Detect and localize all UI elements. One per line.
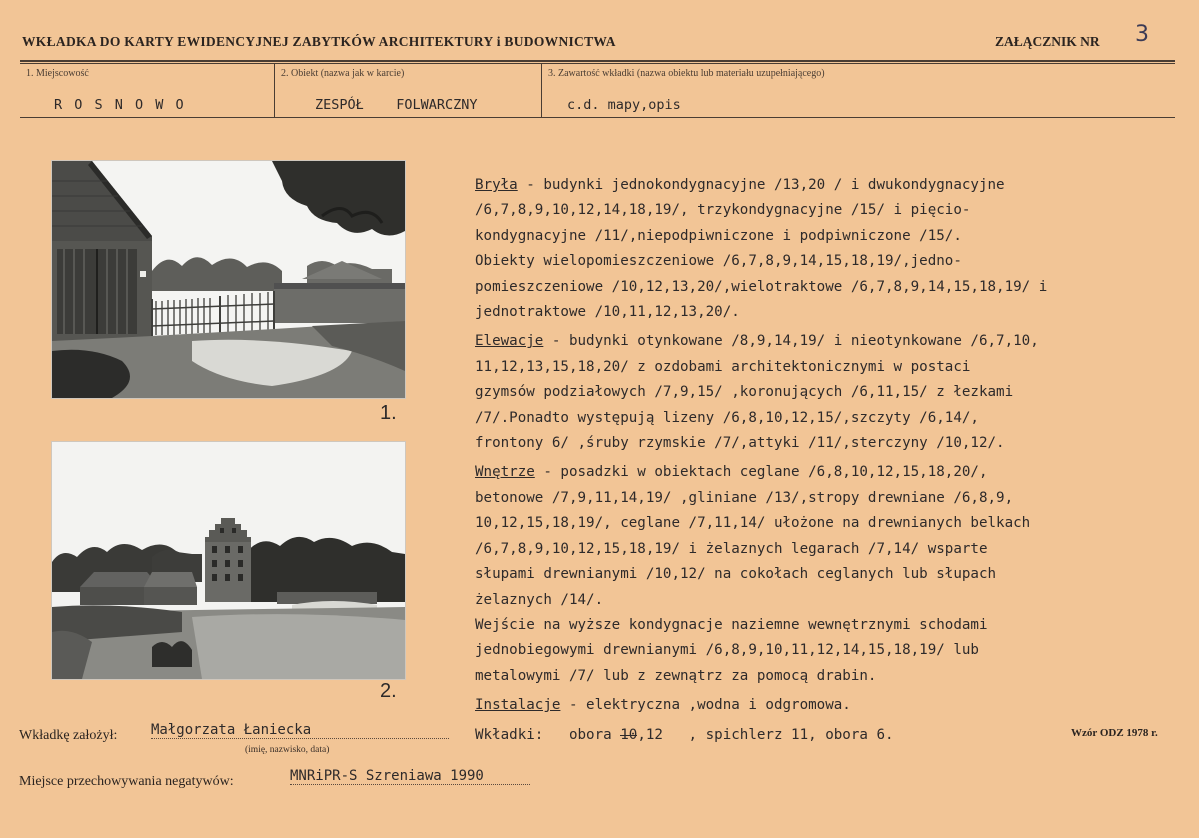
elewacje-line: gzymsów podziałowych /7,9,15/ ,koronujących /6,11,15/ z łezkami [475, 384, 1014, 401]
locality-value: R O S N O W O [54, 97, 186, 113]
founder-value: Małgorzata Łaniecka [151, 722, 449, 739]
object-value: ZESPÓŁ FOLWARCZNY [315, 97, 478, 113]
bryla-line: /6,7,8,9,10,12,14,18,19/, trzykondygnacyjne /15/ i pięcio- [475, 202, 971, 219]
wkladki-pre: obora [543, 726, 621, 743]
locality-label: 1. Miejscowość [26, 68, 89, 79]
section-elewacje [475, 329, 1175, 456]
wnetrze-line: słupami drewnianymi /10,12/ na cokołach ceglanych lub słupach [475, 566, 997, 583]
form-title: WKŁADKA DO KARTY EWIDENCYJNEJ ZABYTKÓW ARCHITEKTURY i BUDOWNICTWA [22, 34, 616, 49]
photo-2 [51, 441, 406, 680]
founder-hint: (imię, nazwisko, data) [245, 745, 330, 755]
content-value: c.d. mapy,opis [567, 97, 681, 113]
elewacje-line: - budynki otynkowane /8,9,14,19/ i nieotynkowane /6,7,10, [543, 333, 1039, 350]
storage-value: MNRiPR-S Szreniawa 1990 [290, 768, 530, 785]
wnetrze-line: metalowymi /7/ lub z zewnątrz za pomocą drabin. [475, 667, 877, 684]
instalacje-text: - elektryczna ,wodna i odgromowa. [560, 697, 851, 714]
bryla-line: - budynki jednokondygnacyjne /13,20 / i dwukondygnacyjne [517, 177, 1005, 193]
wnetrze-line: - posadzki w obiektach ceglane /6,8,10,12,15,18,20/, [534, 464, 988, 481]
header-rule-thin [20, 63, 1175, 64]
wnetrze-line: żelaznych /14/. [475, 591, 604, 608]
wkladki-struck-number: 10 [620, 726, 638, 743]
elewacje-line: /7/.Ponadto występują lizeny /6,8,10,12,15/,szczyty /6,14/, [475, 409, 979, 426]
photo-2-number: 2. [380, 680, 397, 702]
elewacje-line: frontony 6/ ,śruby rzymskie /7/,attyki /11/,sterczyny /10,12/. [475, 435, 1005, 452]
header-rule [20, 60, 1175, 62]
form-code: Wzór ODZ 1978 r. [1071, 727, 1158, 739]
annex-number: 3 [1135, 22, 1149, 47]
photo-1-number: 1. [380, 402, 397, 424]
wnetrze-line: betonowe /7,9,11,14,19/ ,gliniane /13/,stropy drewniane /6,8,9, [475, 489, 1014, 506]
annex-label: ZAŁĄCZNIK NR [995, 34, 1100, 49]
elewacje-heading: Elewacje [475, 333, 544, 350]
bryla-line: Obiekty wielopomieszczeniowe /6,7,8,9,14,15,18,19/,jedno- [475, 253, 962, 270]
wkladki-label: Wkładki: [475, 726, 544, 743]
photo-1 [51, 160, 406, 399]
object-label: 2. Obiekt (nazwa jak w karcie) [281, 68, 405, 79]
instalacje-heading: Instalacje [475, 697, 561, 714]
description [475, 173, 1175, 748]
photo-1-image [52, 161, 405, 398]
section-wkladki [475, 723, 1175, 748]
wnetrze-line: jednobiegowymi drewnianymi /6,8,9,10,11,12,14,15,18,19/ lub [475, 642, 979, 659]
field-divider-1 [274, 64, 275, 118]
elewacje-line: 11,12,13,15,18,20/ z ozdobami architektonicznymi w postaci [475, 358, 971, 375]
section-wnetrze [475, 460, 1175, 689]
photo-2-image [52, 442, 405, 679]
bryla-line: kondygnacyjne /11/,niepodpiwniczone i podpiwniczone /15/. [475, 227, 962, 244]
field-divider-2 [541, 64, 542, 118]
section-bryla [475, 173, 1175, 325]
founder-label: Wkładkę założył: [19, 728, 118, 743]
bryla-heading: Bryła [475, 177, 518, 193]
bryla-line: pomieszczeniowe /10,12,13,20/,wielotraktowe /6,7,8,9,14,15,18,19/ i [475, 278, 1048, 295]
content-label: 3. Zawartość wkładki (nazwa obiektu lub materiału uzupełniającego) [548, 68, 825, 79]
wnetrze-line: /6,7,8,9,10,12,15,18,19/ i żelaznych legarach /7,14/ wsparte [475, 540, 988, 557]
wnetrze-heading: Wnętrze [475, 464, 535, 481]
fields-bottom-rule [20, 117, 1175, 118]
wkladki-post: ,12 , spichlerz 11, obora 6. [637, 726, 894, 743]
section-instalacje [475, 693, 1175, 718]
wnetrze-line: Wejście na wyższe kondygnacje naziemne wewnętrznymi schodami [475, 616, 988, 633]
wnetrze-line: 10,12,15,18,19/, ceglane /7,11,14/ ułożone na drewnianych belkach [475, 515, 1031, 532]
storage-label: Miejsce przechowywania negatywów: [19, 774, 234, 789]
bryla-line: jednotraktowe /10,11,12,13,20/. [475, 304, 740, 321]
